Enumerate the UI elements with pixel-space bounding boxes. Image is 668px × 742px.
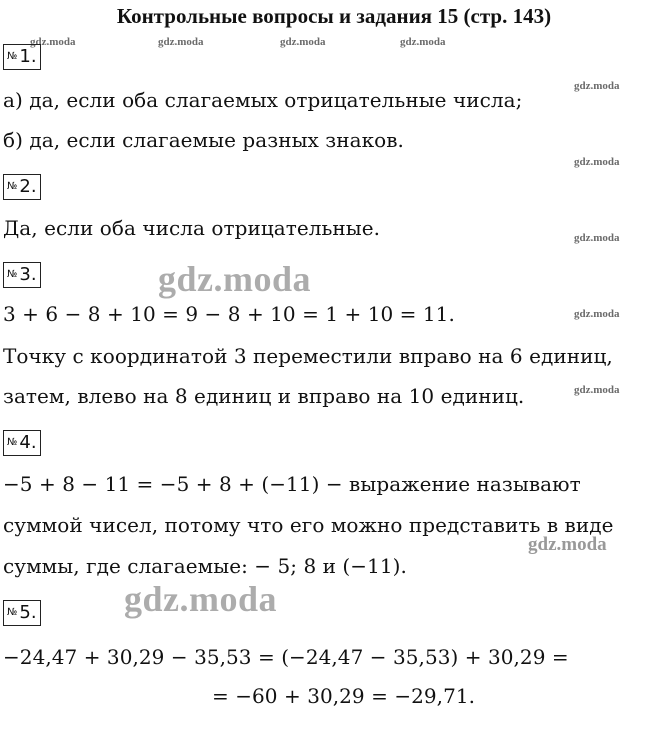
watermark: gdz.moda bbox=[400, 36, 446, 48]
task4-line-3: суммы, где слагаемые: − 5; 8 и (−11). bbox=[3, 554, 407, 578]
task1-answer-a: а) да, если оба слагаемых отрицательные числа; bbox=[3, 88, 523, 112]
task5-line-1: −24,47 + 30,29 − 35,53 = (−24,47 − 35,53) + 30,29 = bbox=[3, 645, 569, 669]
watermark: gdz.moda bbox=[574, 80, 620, 92]
task3-text-1: Точку с координатой 3 переместили вправо на 6 единиц, bbox=[3, 344, 613, 368]
watermark: gdz.moda bbox=[574, 308, 620, 320]
watermark: gdz.moda bbox=[574, 232, 620, 244]
page-title: Контрольные вопросы и задания 15 (стр. 143) bbox=[116, 4, 552, 28]
task-number-3: № 3. bbox=[3, 262, 41, 288]
watermark: gdz.moda bbox=[30, 36, 76, 48]
watermark: gdz.moda bbox=[574, 384, 620, 396]
task3-text-2: затем, влево на 8 единиц и вправо на 10 единиц. bbox=[3, 384, 525, 408]
task-number-2: № 2. bbox=[3, 174, 41, 200]
task2-answer: Да, если оба числа отрицательные. bbox=[3, 216, 381, 240]
task5-line-2: = −60 + 30,29 = −29,71. bbox=[212, 684, 476, 708]
watermark: gdz.moda bbox=[574, 156, 620, 168]
task3-equation: 3 + 6 − 8 + 10 = 9 − 8 + 10 = 1 + 10 = 11. bbox=[3, 302, 455, 326]
watermark: gdz.moda bbox=[158, 36, 204, 48]
task-number-5: № 5. bbox=[3, 600, 41, 626]
watermark-medium: gdz.moda bbox=[528, 534, 607, 555]
watermark-large: gdz.moda bbox=[158, 259, 312, 299]
task4-line-1: −5 + 8 − 11 = −5 + 8 + (−11) − выражение называют bbox=[3, 472, 581, 496]
task-number-4: № 4. bbox=[3, 430, 41, 456]
watermark: gdz.moda bbox=[280, 36, 326, 48]
task-number-1: № 1. bbox=[3, 44, 41, 70]
task1-answer-b: б) да, если слагаемые разных знаков. bbox=[3, 128, 404, 152]
watermark-large: gdz.moda bbox=[124, 579, 278, 619]
task4-line-2: суммой чисел, потому что его можно представить в виде bbox=[3, 513, 614, 537]
